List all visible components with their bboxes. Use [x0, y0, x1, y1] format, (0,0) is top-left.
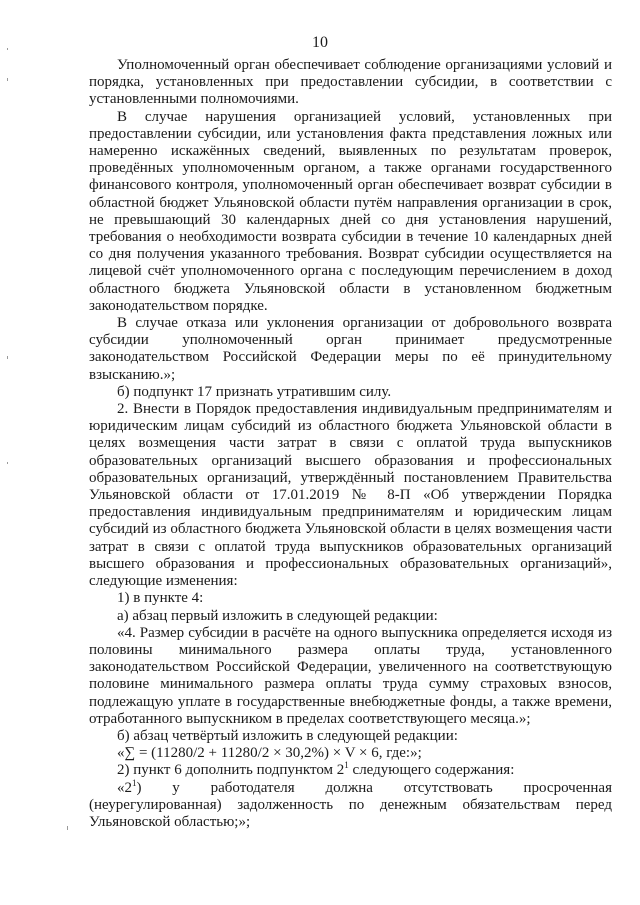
superscript: 1: [344, 760, 349, 771]
paragraph-point-6: [89, 762, 612, 779]
page-number: 10: [312, 34, 328, 51]
paragraph-quoted-subitem: [89, 777, 612, 832]
document-body: [89, 57, 612, 831]
scan-mark: [7, 462, 8, 464]
point-6-text-end: следующего содержания:: [348, 762, 515, 779]
point-6-text: 2) пункт 6 дополнить подпунктом 2: [117, 762, 345, 779]
paragraph-subsidy-size: «4. Размер субсидии в расчёте на одного выпускника определяется исходя из половины минимального размера оплаты труда, установленного законодательством Российской Федерации, увеличенного на соответствующую половине минимального размера оплаты труда сумму страховых взносов, подлежащую уплате в государственные внебюджетные фонды, а также времени, отработанного выпускником в пределах соответствующего месяца.»;: [89, 624, 612, 727]
quote-text: ) у работодателя должна отсутствовать просроченная (неурегулированная) задолженность по денежным обязательствам перед Ульяновской областью;»;: [89, 779, 612, 830]
paragraph-fourth-abzac: б) абзац четвёртый изложить в следующей редакции:: [117, 727, 458, 744]
paragraph-refusal-refund: В случае отказа или уклонения организации от добровольного возврата субсидии уполномоченный орган принимает предусмотренные законодательством Российской Федерации меры по её принудительному взысканию.»;: [89, 315, 612, 383]
scan-mark: [7, 48, 8, 50]
scan-mark: [7, 356, 8, 359]
formula-line: «∑ = (11280/2 + 11280/2 × 30,2%) × V × 6, где:»;: [117, 745, 422, 762]
paragraph-violation-refund: В случае нарушения организацией условий, установленных при предоставлении субсидии, или установления факта представления ложных или намеренно искажённых сведений, выявленных по результатам проверок, проведённых уполномоченным органом, а также органами государственного финансового контроля, уполномоченный орган обеспечивает возврат субсидии в областной бюджет Ульяновской области путём направления организации в срок, не превышающий 30 календарных дней со дня установления нарушений, требования о необходимости возврата субсидии в течение 10 календарных дней со дня получения указанного требования. Возврат субсидии осуществляется на лицевой счёт уполномоченного органа с последующим перечислением в доход областного бюджета Ульяновской области в установленном бюджетным законодательством порядке.: [89, 108, 612, 314]
quote-start: «2: [117, 779, 132, 796]
scan-mark: [67, 826, 68, 830]
scan-mark: [7, 78, 8, 81]
paragraph-authority-control: Уполномоченный орган обеспечивает соблюдение организациями условий и порядка, установленных при предоставлении субсидии, в соответствии с установленными полномочиями.: [89, 57, 612, 108]
paragraph-point-4: 1) в пункте 4:: [117, 590, 204, 607]
paragraph-first-abzac: а) абзац первый изложить в следующей редакции:: [117, 607, 438, 624]
paragraph-amendment-2: 2. Внести в Порядок предоставления индивидуальным предпринимателям и юридическим лицам субсидий из областного бюджета Ульяновской области в целях возмещения части затрат в связи с оплатой труда выпускников образовательных организаций высшего образования и профессиональных образовательных организаций, утверждённый постановлением Правительства Ульяновской области от 17.01.2019 № 8-П «Об утверждении Порядка предоставления индивидуальным предпринимателям и юридическим лицам субсидий из областного бюджета Ульяновской области в целях возмещения части затрат в связи с оплатой труда выпускников образовательных организаций высшего образования и профессиональных образовательных организаций», следующие изменения:: [89, 401, 612, 590]
paragraph-subitem-17: б) подпункт 17 признать утратившим силу.: [117, 383, 392, 400]
superscript: 1: [132, 777, 137, 788]
